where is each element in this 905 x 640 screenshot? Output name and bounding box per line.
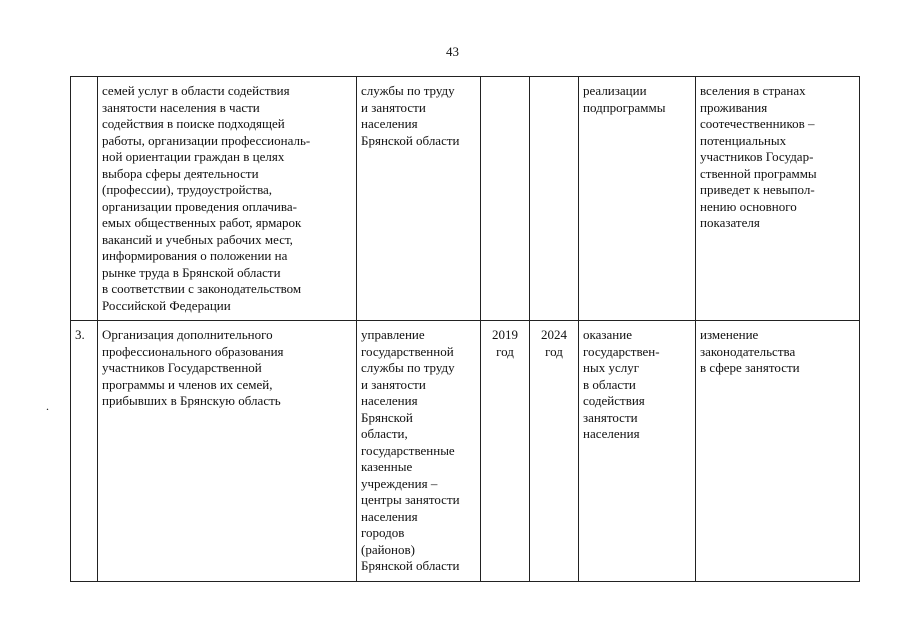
cell-line: подпрограммы <box>583 99 666 115</box>
cell-number: 3. <box>71 321 98 582</box>
table-row <box>71 321 860 582</box>
table-row <box>71 77 860 321</box>
cell-consequence <box>696 77 860 321</box>
cell-line: организации проведения оплачива- <box>102 198 297 214</box>
cell-line: работы, организации профессиональ- <box>102 132 311 148</box>
cell-line: населения <box>361 116 418 131</box>
cell-line: содействия в поиске подходящей <box>102 116 285 131</box>
cell-line: Брянской <box>361 409 413 425</box>
cell-line: вакансий и учебных рабочих мест, <box>102 231 293 247</box>
cell-line: Брянской области <box>361 558 460 573</box>
cell-line: рынке труда в Брянской области <box>102 264 281 280</box>
cell-expected-result <box>579 77 696 321</box>
cell-executor <box>357 321 481 582</box>
cell-line: программы и членов их семей, <box>102 376 273 392</box>
table-body <box>71 77 860 582</box>
cell-line: управление <box>361 327 425 342</box>
stray-mark: . <box>46 399 49 413</box>
cell-line: в соответствии с законодательством <box>102 281 302 296</box>
cell-line: центры занятости <box>361 492 460 507</box>
cell-line: изменение <box>700 327 759 342</box>
cell-line: семей услуг в области содействия <box>102 83 290 98</box>
cell-line: государственные <box>361 442 455 458</box>
cell-line: год <box>545 343 563 359</box>
cell-line: приведет к невыпол- <box>700 182 815 197</box>
cell-line: ных услуг <box>583 360 640 375</box>
cell-start-year <box>481 77 530 321</box>
cell-line: населения <box>361 508 418 524</box>
cell-line: в области <box>583 376 636 392</box>
cell-expected-result <box>579 321 696 582</box>
cell-line: соотечественников – <box>700 116 815 131</box>
cell-line: нению основного <box>700 198 797 214</box>
cell-line: казенные <box>361 459 413 474</box>
cell-line: потенциальных <box>700 132 787 148</box>
cell-consequence <box>696 321 860 582</box>
cell-line: Организация дополнительного <box>102 327 273 342</box>
cell-line: проживания <box>700 99 768 115</box>
cell-line: (профессии), трудоустройства, <box>102 182 273 197</box>
cell-line: населения <box>361 393 418 408</box>
cell-line: Брянской области <box>361 132 460 148</box>
cell-line: реализации <box>583 83 647 98</box>
cell-line: и занятости <box>361 376 426 392</box>
cell-line: Российской Федерации <box>102 297 231 313</box>
cell-line: вселения в странах <box>700 83 806 98</box>
page-number: 43 <box>446 44 459 59</box>
cell-line: законодательства <box>700 343 796 359</box>
cell-line: профессионального образования <box>102 343 284 359</box>
cell-measure-name <box>98 77 357 321</box>
cell-line: области, <box>361 426 408 441</box>
cell-line: службы по труду <box>361 360 455 375</box>
cell-line: ственной программы <box>700 165 817 181</box>
cell-line: участников Государственной <box>102 360 262 375</box>
cell-line: государствен- <box>583 343 660 359</box>
cell-line: в сфере занятости <box>700 360 800 375</box>
cell-executor <box>357 77 481 321</box>
cell-end-year <box>530 77 579 321</box>
cell-line: прибывших в Брянскую область <box>102 393 281 408</box>
cell-line: 2024 <box>541 327 567 342</box>
cell-line: выбора сферы деятельности <box>102 165 259 181</box>
cell-line: учреждения – <box>361 475 438 491</box>
cell-line: и занятости <box>361 99 426 115</box>
cell-line: год <box>496 343 514 359</box>
cell-line: содействия <box>583 393 645 408</box>
cell-start-year <box>481 321 530 582</box>
cell-measure-name <box>98 321 357 582</box>
cell-line: 2019 <box>492 327 518 342</box>
cell-line: государственной <box>361 343 454 359</box>
cell-end-year <box>530 321 579 582</box>
cell-line: населения <box>583 426 640 441</box>
cell-line: занятости <box>583 409 638 425</box>
cell-line: емых общественных работ, ярмарок <box>102 215 302 230</box>
cell-line: ной ориентации граждан в целях <box>102 149 285 164</box>
cell-line: городов <box>361 525 405 540</box>
cell-line: показателя <box>700 215 760 230</box>
cell-line: занятости населения в части <box>102 99 260 115</box>
cell-line: информирования о положении на <box>102 248 288 263</box>
cell-line: участников Государ- <box>700 149 814 164</box>
cell-number <box>71 77 98 321</box>
measures-table <box>70 76 860 582</box>
cell-line: (районов) <box>361 541 415 557</box>
cell-line: оказание <box>583 327 632 342</box>
cell-line: службы по труду <box>361 83 455 98</box>
